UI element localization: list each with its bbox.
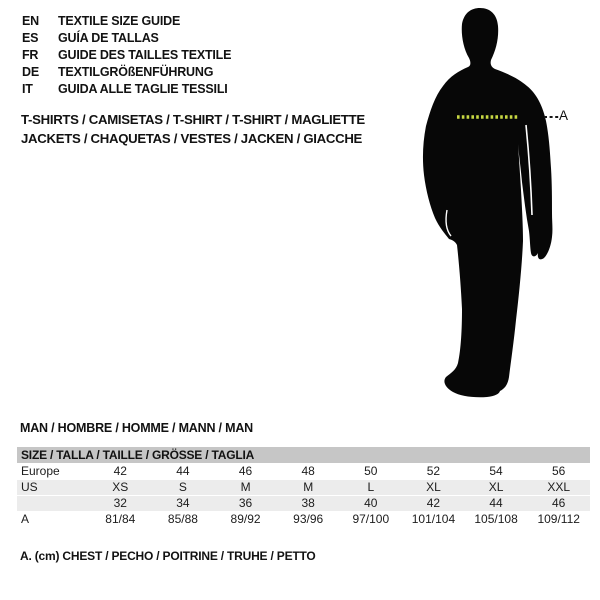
size-cell: 42 — [426, 496, 441, 510]
measurement-footnote: A. (cm) CHEST / PECHO / POITRINE / TRUHE / PETTO — [20, 549, 316, 563]
size-cell: XL — [426, 480, 441, 494]
row-label: Europe — [21, 464, 60, 478]
size-cell: M — [240, 480, 251, 494]
language-code: ES — [22, 31, 39, 45]
section-title-man: MAN / HOMBRE / HOMME / MANN / MAN — [20, 421, 253, 435]
language-row-en — [22, 13, 231, 30]
language-code: IT — [22, 82, 33, 96]
size-cell: 81/84 — [105, 512, 136, 526]
size-cell: XL — [488, 480, 504, 494]
language-row-fr — [22, 47, 231, 64]
table-row-us — [17, 480, 590, 495]
language-code: DE — [22, 65, 39, 79]
man-silhouette-figure — [405, 5, 580, 405]
size-cell: 54 — [489, 464, 503, 478]
language-label: TEXTILGRÖßENFÜHRUNG — [58, 65, 214, 79]
size-cell: 34 — [176, 496, 190, 510]
language-row-es — [22, 30, 231, 47]
size-cell: M — [303, 480, 314, 494]
row-label — [17, 496, 89, 511]
measure-label-a: A — [559, 108, 569, 123]
language-code: FR — [22, 48, 39, 62]
size-cell: 36 — [238, 496, 253, 510]
size-cell: L — [367, 480, 375, 494]
category-line-jackets: JACKETS / CHAQUETAS / VESTES / JACKEN / GIACCHE — [21, 131, 363, 146]
size-cell: 38 — [301, 496, 315, 510]
language-label: GUÍA DE TALLAS — [58, 31, 159, 45]
row-label: A — [21, 512, 30, 526]
size-cell: XXL — [547, 480, 571, 494]
table-row-europe — [17, 464, 590, 479]
language-label: GUIDE DES TAILLES TEXTILE — [58, 48, 232, 62]
language-guide-list — [22, 13, 231, 98]
table-row-us-numeric — [17, 496, 590, 511]
table-row-chest-a — [17, 512, 590, 527]
size-table-header: SIZE / TALLA / TAILLE / GRÖSSE / TAGLIA — [17, 447, 590, 463]
size-cell: 44 — [489, 496, 503, 510]
language-row-it — [22, 81, 231, 98]
size-cell: 101/104 — [411, 512, 456, 526]
size-cell: 40 — [364, 496, 378, 510]
language-code: EN — [22, 14, 39, 28]
size-cell: 46 — [238, 464, 253, 478]
language-label: GUIDA ALLE TAGLIE TESSILI — [58, 82, 228, 96]
size-table — [17, 447, 590, 528]
size-cell: 42 — [113, 464, 127, 478]
size-cell: 48 — [301, 464, 315, 478]
size-cell: 32 — [113, 496, 127, 510]
size-cell: 97/100 — [352, 512, 390, 526]
size-cell: 89/92 — [230, 512, 261, 526]
row-label: US — [21, 480, 38, 494]
size-cell: 52 — [426, 464, 441, 478]
size-cell: 85/88 — [167, 512, 198, 526]
category-lines — [21, 110, 365, 148]
size-cell: 109/112 — [537, 512, 580, 526]
size-cell: 93/96 — [293, 512, 324, 526]
category-line-tshirts: T-SHIRTS / CAMISETAS / T-SHIRT / T-SHIRT / MAGLIETTE — [21, 112, 365, 127]
size-cell: 44 — [176, 464, 190, 478]
size-cell: 105/108 — [474, 512, 518, 526]
language-row-de — [22, 64, 231, 81]
language-label: TEXTILE SIZE GUIDE — [58, 14, 181, 28]
size-cell: 50 — [364, 464, 378, 478]
man-silhouette-icon — [405, 5, 580, 405]
size-cell: 46 — [552, 496, 566, 510]
size-cell: S — [178, 480, 187, 494]
size-cell: XS — [112, 480, 129, 494]
size-cell: 56 — [552, 464, 566, 478]
